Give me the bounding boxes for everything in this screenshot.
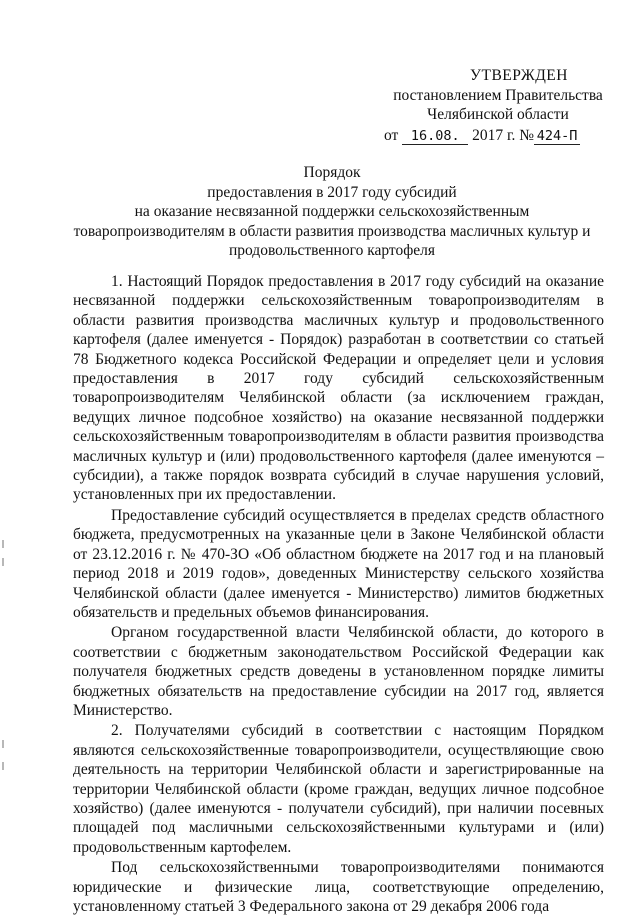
- approval-issuer-line: постановлением Правительства: [393, 86, 603, 104]
- paragraph-1: 1. Настоящий Порядок предоставления в 2017 году субсидий на оказание несвязанной поддержки сельскохозяйственным товаропроизводителям в области развития производства масличных культур и продовольственного картофеля (далее именуется - Порядок) разработан в соответствии со статьей 78 Бюджетного кодекса Российской Федерации и определяет цели и условия предоставления в 2017 году субсидий сельскохозяйственным товаропроизводителям Челябинской области (за исключением граждан, ведущих личное подсобное хозяйство) на оказание несвязанной поддержки сельскохозяйственным товаропроизводителям в области развития производства масличных культур и (или) продовольственного картофеля (далее именуются – субсидии), а также порядок возврата субсидий в случае нарушения условий, установленных при их предоставлении.: [73, 273, 604, 504]
- approval-number: 424-П: [534, 128, 580, 145]
- approval-title: УТВЕРЖДЕН: [470, 67, 568, 84]
- paragraph-2: Предоставление субсидий осуществляется в пределах средств областного бюджета, предусмотренных на указанные цели в Законе Челябинской области от 23.12.2016 г. № 470-ЗО «Об областном бюджете на 2017 год и на плановый период 2018 и 2019 годов», доведенных Министерству сельского хозяйства Челябинской области (далее именуется - Министерство) лимитов бюджетных обязательств и предельных объемов финансирования.: [73, 506, 604, 621]
- approval-date: 16.08.: [402, 128, 468, 145]
- approval-region-line: Челябинской области: [427, 106, 569, 123]
- scan-margin-marks: [2, 540, 6, 770]
- scan-mark: [2, 540, 4, 548]
- scan-mark: [2, 740, 4, 748]
- heading-line-4: товаропроизводителям в области развития производства масличных культур и: [73, 222, 591, 240]
- approval-date-number-line: [370, 126, 610, 146]
- heading-line-5: продовольственного картофеля: [228, 242, 436, 260]
- approval-year: 2017 г. №: [472, 126, 535, 144]
- document-body: [73, 272, 604, 916]
- document-heading: [60, 163, 604, 261]
- scan-mark: [2, 762, 4, 770]
- paragraph-3: Органом государственной власти Челябинской области, до которого в соответствии с бюджетным законодательством Российской Федерации как получателя бюджетных средств доведены в установленном порядке лимиты бюджетных обязательств на предоставление субсидии на 2017 год, является Министерство.: [73, 624, 604, 719]
- heading-line-2: предоставления в 2017 году субсидий: [207, 183, 457, 201]
- paragraph-5: Под сельскохозяйственными товаропроизводителями понимаются юридические и физические лица, соответствующие определению, установленному статьей 3 Федерального закона от 29 декабря 2006 года: [73, 859, 604, 915]
- heading-line-3: на оказание несвязанной поддержки сельскохозяйственным: [134, 203, 530, 221]
- approval-from-label: от: [384, 126, 399, 144]
- approval-block: [370, 66, 610, 145]
- paragraph-4: 2. Получателями субсидий в соответствии с настоящим Порядком являются сельскохозяйственные товаропроизводители, осуществляющие свою деятельность на территории Челябинской области и зарегистрированные на территории Челябинской области (кроме граждан, ведущих личное подсобное хозяйство) (далее именуются - получатели субсидий), при наличии посевных площадей под масличными сельскохозяйственными культурами и (или) продовольственным картофелем.: [73, 722, 604, 856]
- heading-title: Порядок: [303, 164, 361, 181]
- scan-mark: [2, 558, 4, 566]
